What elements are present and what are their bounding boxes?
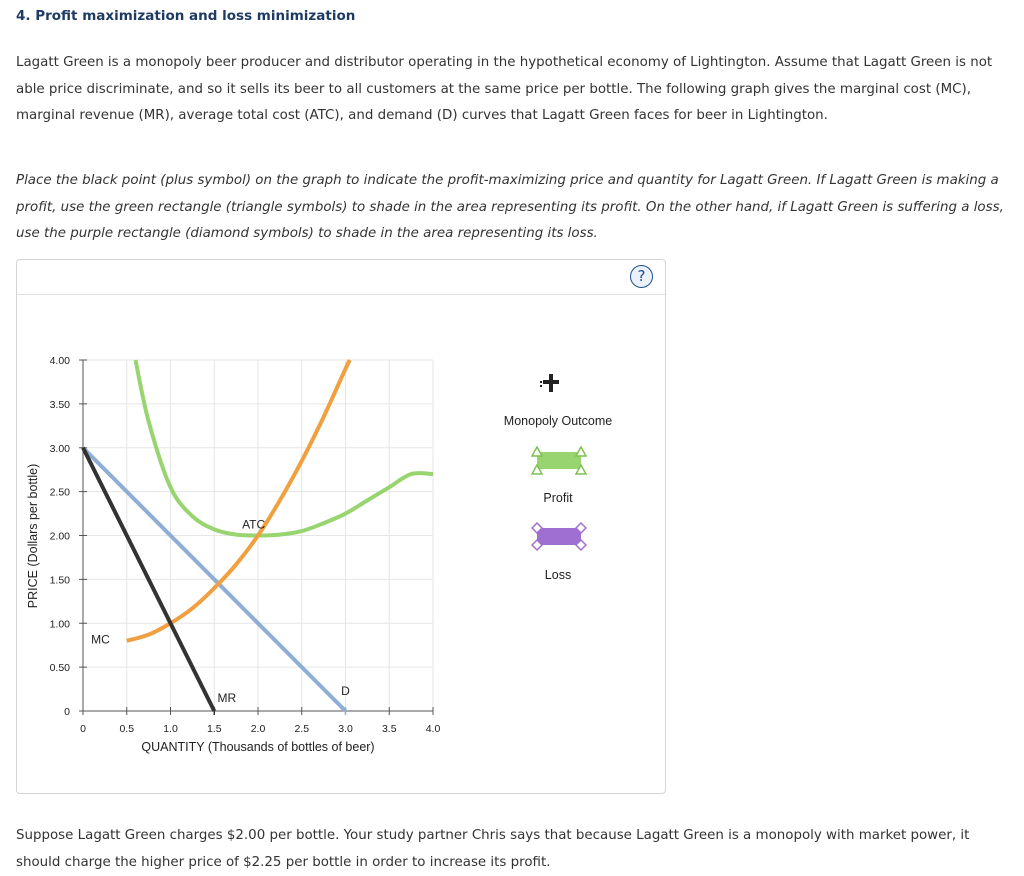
y-tick-label: 3.00: [49, 442, 70, 455]
y-tick-label: 3.50: [49, 398, 70, 411]
profit-rectangle-tool[interactable]: [531, 446, 587, 476]
x-tick-label: 3.5: [381, 723, 397, 735]
y-tick-label: 4.00: [49, 355, 70, 367]
diamond-icon: [531, 522, 587, 552]
monopoly-outcome-label: Monopoly Outcome: [503, 414, 613, 428]
graph-panel: [16, 259, 666, 794]
x-tick-label: 2.0: [250, 723, 266, 735]
help-icon[interactable]: ?: [630, 265, 653, 288]
x-tick-label: 1.0: [163, 723, 178, 735]
y-axis-title: PRICE (Dollars per bottle): [26, 463, 40, 609]
intro-paragraph: Lagatt Green is a monopoly beer producer and distributor operating in the hypothetical economy of Lightington. Assume that Lagatt Green is not able price discriminate, and so it sells its beer to all customers at the same price per bottle. The following graph gives the marginal cost (MC), marginal revenue (MR), average total cost (ATC), and demand (D) curves that Lagatt Green faces for beer in Lightington.: [16, 55, 993, 123]
x-tick-label: 1.5: [206, 723, 222, 735]
x-tick-label: 4.0: [425, 723, 441, 735]
monopoly-outcome-tool[interactable]: [540, 372, 562, 394]
y-tick-label: 2.00: [49, 530, 70, 543]
loss-rectangle-tool[interactable]: [531, 522, 587, 552]
y-tick-label: 0.50: [49, 662, 70, 675]
x-tick-label: 0.5: [119, 723, 135, 735]
triangle-icon: [531, 446, 587, 476]
question-paragraph: Suppose Lagatt Green charges $2.00 per bottle. Your study partner Chris says that because Lagatt Green is a monopoly with market power, it should charge the higher price of $2.25 per bottle in order to increase its profit.: [16, 828, 970, 870]
y-tick-label: 1.00: [49, 618, 70, 631]
series-d-label: D: [341, 684, 350, 699]
x-tick-label: 0: [80, 723, 86, 735]
series-mr-label: MR: [217, 691, 237, 706]
x-axis-title: QUANTITY (Thousands of bottles of beer): [141, 740, 375, 754]
y-tick-label: 0: [64, 706, 70, 718]
x-tick-label: 2.5: [294, 723, 310, 735]
instructions-paragraph: Place the black point (plus symbol) on the graph to indicate the profit-maximizing price and quantity for Lagatt Green. If Lagatt Green is making a profit, use the green rectangle (triangle symbols) to shade in the area representing its profit. On the other hand, if Lagatt Green is suffering a loss, use the purple rectangle (diamond symbols) to shade in the area representing its loss.: [16, 173, 1004, 241]
section-heading: 4. Profit maximization and loss minimization: [16, 8, 356, 24]
series-mc-label: MC: [91, 632, 110, 647]
y-tick-label: 1.50: [49, 574, 70, 587]
series-atc-label: ATC: [242, 517, 266, 532]
y-tick-label: 2.50: [49, 486, 70, 499]
profit-label: Profit: [543, 491, 573, 505]
loss-label: Loss: [544, 568, 572, 582]
plus-icon: [540, 372, 562, 394]
x-tick-label: 3.0: [338, 723, 353, 735]
